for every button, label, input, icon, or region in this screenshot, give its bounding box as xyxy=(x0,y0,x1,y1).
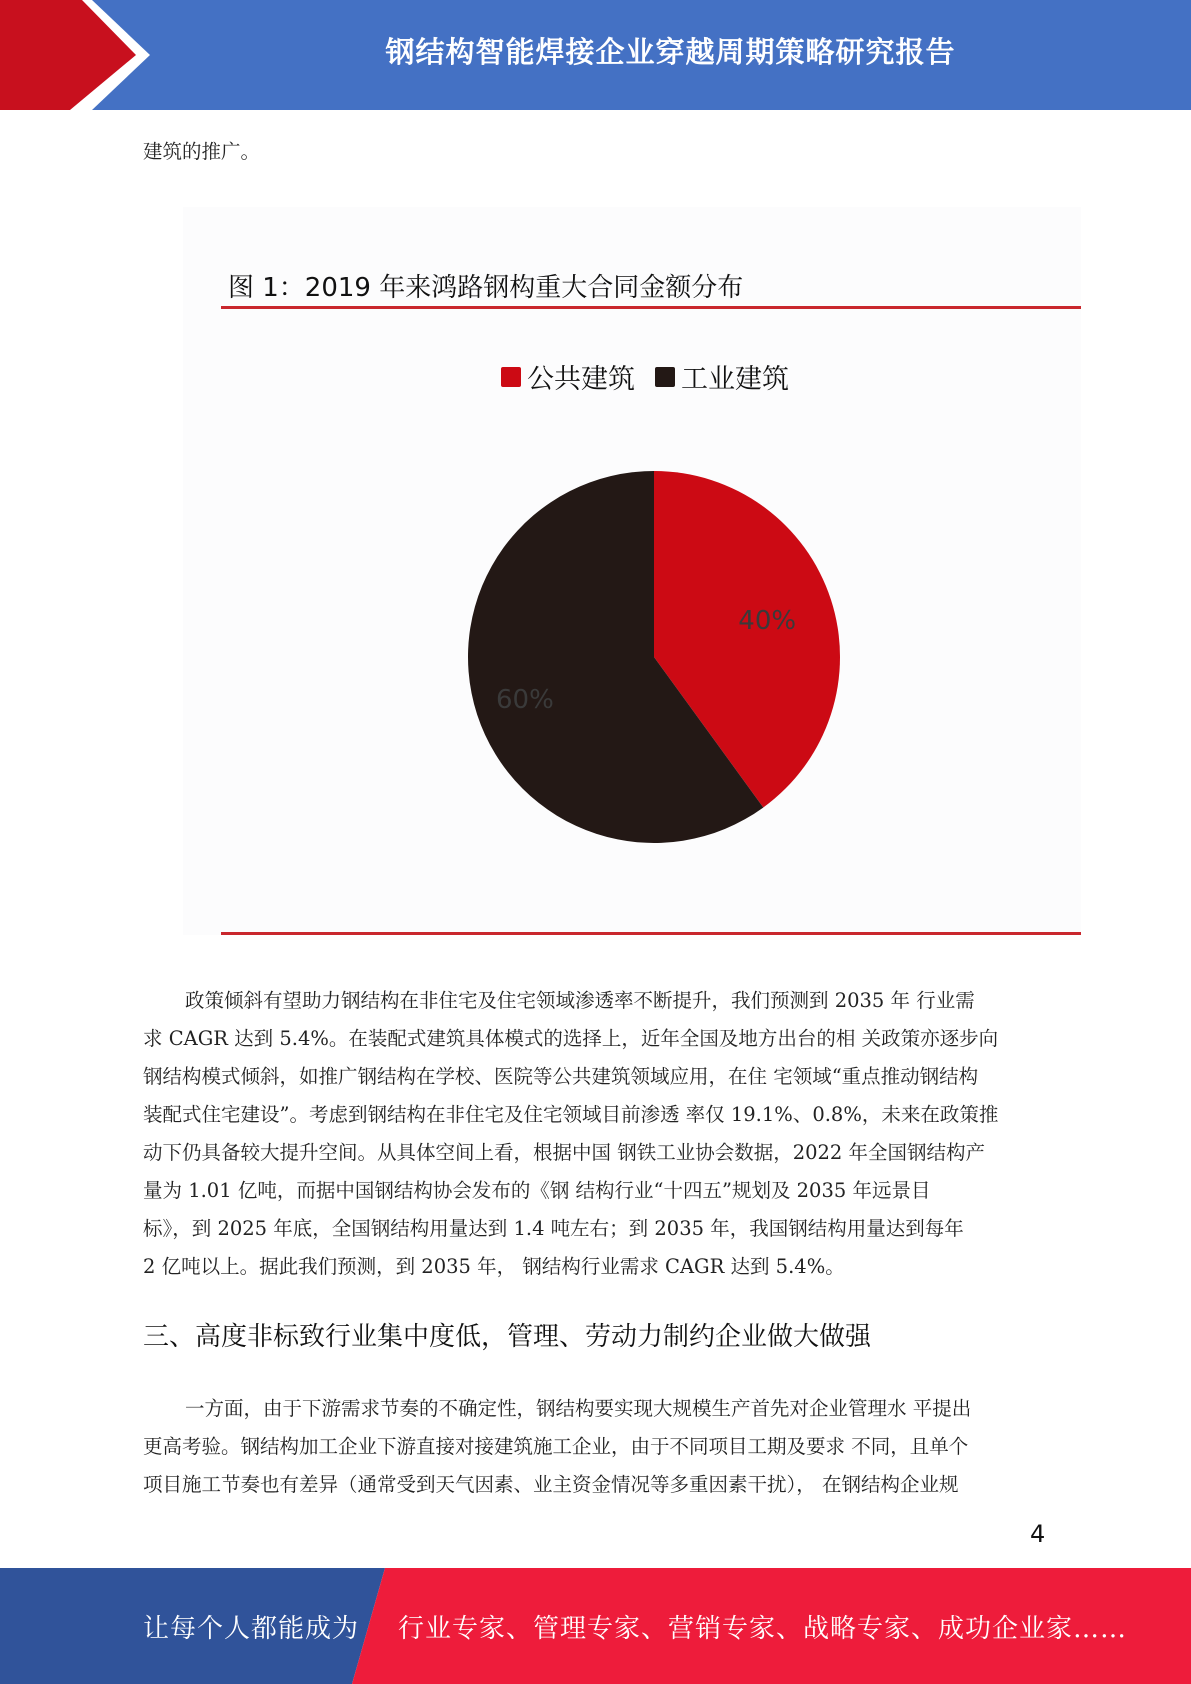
legend-label-industrial: 工业建筑 xyxy=(681,364,789,395)
paragraph-line: 标》，到 2025 年底，全国钢结构用量达到 1.4 吨左右；到 2035 年，我国钢结构用量达到每年 xyxy=(143,1217,964,1240)
paragraph-line: 政策倾斜有望助力钢结构在非住宅及住宅领域渗透率不断提升，我们预测到 2035 年 行业需 xyxy=(185,989,975,1012)
paragraph-line: 项目施工节奏也有差异（通常受到天气因素、业主资金情况等多重因素干扰）， 在钢结构企业规 xyxy=(143,1473,959,1496)
section-heading: 三、高度非标致行业集中度低，管理、劳动力制约企业做大做强 xyxy=(143,1322,872,1352)
footer-banner xyxy=(0,1568,1191,1684)
paragraph-line: 动下仍具备较大提升空间。从具体空间上看，根据中国 钢铁工业协会数据，2022 年全国钢结构产 xyxy=(143,1141,986,1164)
figure-bottom-rule xyxy=(221,932,1081,935)
pie-label-public: 40% xyxy=(738,606,797,637)
paragraph-line: 一方面，由于下游需求节奏的不确定性，钢结构要实现大规模生产首先对企业管理水 平提出 xyxy=(185,1397,972,1420)
paragraph-line: 量为 1.01 亿吨，而据中国钢结构协会发布的《钢 结构行业“十四五”规划及 2035 年远景目 xyxy=(143,1179,931,1202)
legend-label-public: 公共建筑 xyxy=(527,364,635,395)
continuation-text xyxy=(143,133,1043,171)
footer-slogan-right: 行业专家、管理专家、营销专家、战略专家、成功企业家…… xyxy=(398,1613,1128,1644)
footer-slogan-left: 让每个人都能成为 xyxy=(143,1613,360,1644)
pie-label-industrial: 60% xyxy=(496,685,554,715)
paragraph-line: 更高考验。钢结构加工企业下游直接对接建筑施工企业，由于不同项目工期及要求 不同，且单个 xyxy=(143,1435,969,1458)
continuation-line: 建筑的推广。 xyxy=(143,140,261,163)
paragraph-line: 2 亿吨以上。据此我们预测，到 2035 年， 钢结构行业需求 CAGR 达到 5.4%。 xyxy=(143,1255,845,1278)
paragraph-line: 装配式住宅建设”。考虑到钢结构在非住宅及住宅领域目前渗透 率仅 19.1%、0.8%，未来在政策推 xyxy=(143,1103,999,1126)
paragraph-line: 求 CAGR 达到 5.4%。在装配式建筑具体模式的选择上，近年全国及地方出台的相 关政策亦逐步向 xyxy=(143,1027,999,1050)
page-number: 4 xyxy=(1030,1520,1046,1548)
figure-panel xyxy=(183,207,1081,935)
paragraph-policy xyxy=(143,982,1043,1286)
report-title: 钢结构智能焊接企业穿越周期策略研究报告 xyxy=(385,34,956,69)
pie-chart xyxy=(183,207,1081,935)
paragraph-line: 钢结构模式倾斜，如推广钢结构在学校、医院等公共建筑领域应用，在住 宅领域“重点推动钢结构 xyxy=(143,1065,979,1088)
header-chevron-decoration xyxy=(0,0,160,110)
header-banner xyxy=(0,0,1191,110)
paragraph-management xyxy=(143,1390,1043,1504)
figure-title: 图 1：2019 年来鸿路钢构重大合同金额分布 xyxy=(228,273,744,303)
chevron-red-fill xyxy=(0,0,136,110)
